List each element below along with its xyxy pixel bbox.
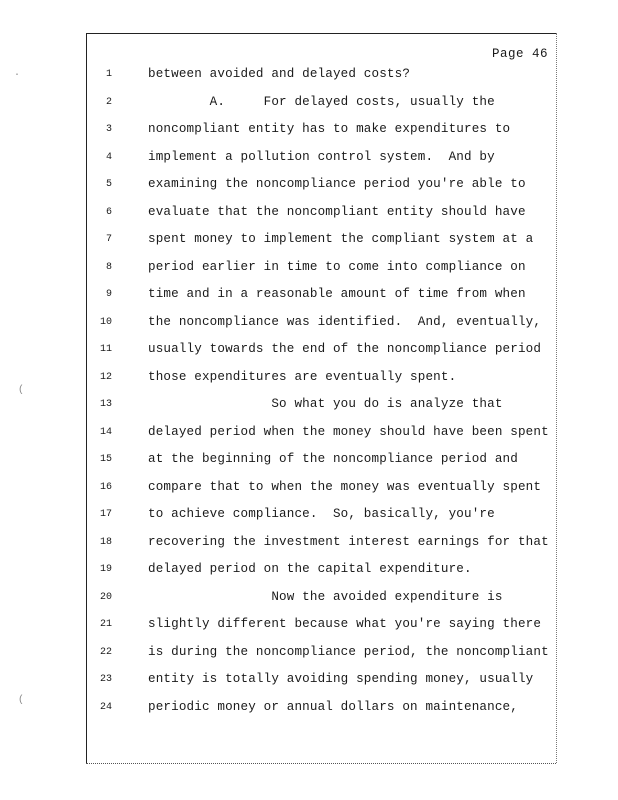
transcript-line	[0, 561, 618, 589]
line-text: evaluate that the noncompliant entity should have	[148, 204, 526, 219]
line-number: 8	[105, 261, 112, 273]
line-text: Now the avoided expenditure is	[148, 589, 503, 604]
transcript-line	[0, 121, 618, 149]
transcript-lines	[0, 66, 618, 726]
line-text: between avoided and delayed costs?	[148, 67, 411, 81]
line-text: slightly different because what you're saying there	[148, 617, 542, 631]
line-text: delayed period when the money should have been spent	[148, 424, 549, 439]
line-number: 3	[105, 124, 112, 135]
line-text: examining the noncompliance period you're able to	[148, 177, 526, 191]
transcript-line	[0, 231, 618, 259]
line-text: So what you do is analyze that	[148, 397, 503, 411]
line-text: to achieve compliance. So, basically, you're	[148, 507, 495, 521]
line-text: noncompliant entity has to make expenditures to	[148, 122, 511, 136]
transcript-line	[0, 314, 618, 342]
line-number: 10	[99, 316, 112, 328]
line-number: 2	[105, 96, 112, 108]
line-number: 9	[105, 289, 112, 300]
line-text: those expenditures are eventually spent.	[148, 369, 457, 384]
line-text: at the beginning of the noncompliance period and	[148, 452, 518, 466]
scan-speck: (	[18, 385, 25, 396]
line-number: 1	[105, 69, 112, 80]
line-number: 13	[99, 399, 112, 410]
line-text: implement a pollution control system. And by	[148, 149, 495, 164]
line-text: A. For delayed costs, usually the	[148, 94, 495, 109]
line-text: periodic money or annual dollars on maintenance,	[148, 699, 518, 714]
line-text: period earlier in time to come into compliance on	[148, 259, 526, 274]
transcript-line	[0, 451, 618, 479]
transcript-line	[0, 589, 618, 617]
transcript-line	[0, 149, 618, 177]
line-number: 16	[99, 481, 112, 493]
transcript-line	[0, 369, 618, 397]
line-text: the noncompliance was identified. And, eventually,	[148, 314, 542, 329]
transcript-line	[0, 259, 618, 287]
line-number: 23	[99, 674, 112, 685]
line-number: 24	[99, 701, 112, 713]
transcript-line	[0, 204, 618, 232]
transcript-line	[0, 396, 618, 424]
transcript-line	[0, 286, 618, 314]
line-text: recovering the investment interest earnings for that	[148, 534, 549, 549]
transcript-line	[0, 644, 618, 672]
transcript-line	[0, 534, 618, 562]
line-number: 22	[99, 646, 112, 658]
line-number: 4	[105, 151, 112, 163]
line-number: 17	[99, 509, 112, 520]
line-number: 12	[99, 371, 112, 383]
transcript-line	[0, 66, 618, 94]
line-text: is during the noncompliance period, the noncompliant	[148, 644, 549, 659]
page-number: Page 46	[491, 47, 548, 61]
line-number: 7	[105, 234, 112, 245]
line-text: entity is totally avoiding spending money, usually	[148, 672, 534, 686]
line-text: time and in a reasonable amount of time from when	[148, 287, 526, 301]
transcript-line	[0, 424, 618, 452]
line-text: spent money to implement the compliant system at a	[148, 232, 534, 246]
transcript-line	[0, 671, 618, 699]
transcript-line	[0, 94, 618, 122]
line-number: 18	[99, 536, 112, 548]
line-text: usually towards the end of the noncompliance period	[148, 342, 542, 356]
transcript-line	[0, 506, 618, 534]
line-number: 21	[99, 619, 112, 630]
transcript-line	[0, 616, 618, 644]
line-number: 11	[99, 344, 112, 355]
line-number: 15	[99, 454, 112, 465]
line-number: 14	[99, 426, 112, 438]
page-border-bottom	[86, 763, 556, 764]
transcript-line	[0, 176, 618, 204]
line-number: 6	[105, 206, 112, 218]
line-text: compare that to when the money was eventually spent	[148, 479, 542, 494]
line-number: 19	[99, 564, 112, 575]
line-number: 20	[99, 591, 112, 603]
transcript-line	[0, 699, 618, 727]
line-text: delayed period on the capital expenditure.	[148, 562, 472, 576]
page-border-top	[86, 33, 556, 34]
scan-speck: (	[18, 695, 25, 706]
scan-speck: ·	[14, 70, 21, 81]
line-number: 5	[105, 179, 112, 190]
transcript-line	[0, 479, 618, 507]
transcript-line	[0, 341, 618, 369]
